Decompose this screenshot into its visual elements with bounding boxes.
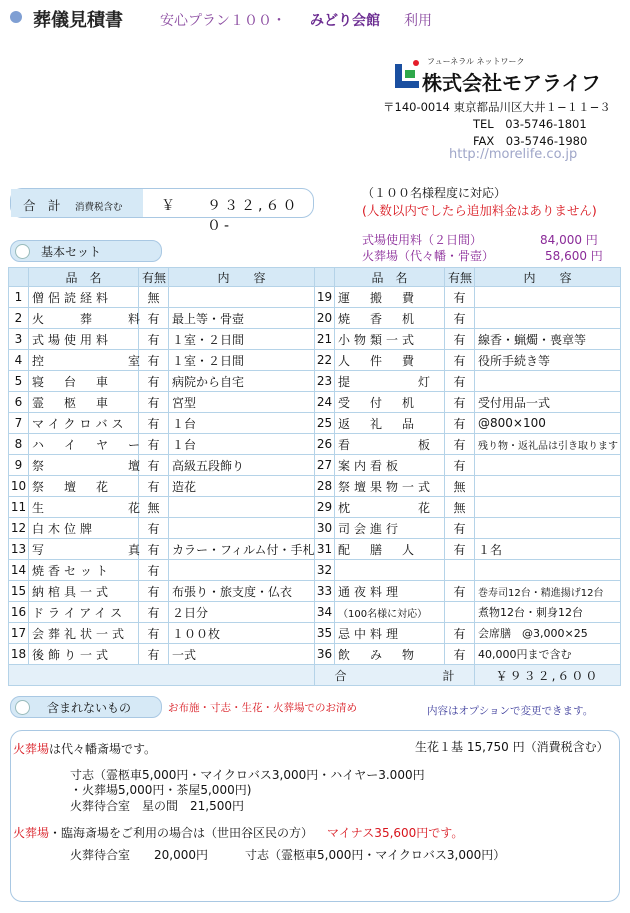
item-detail	[169, 560, 315, 581]
item-name	[335, 560, 445, 581]
item-availability: 無	[445, 497, 475, 518]
item-availability: 有	[139, 308, 169, 329]
item-name: 写 真	[29, 539, 139, 560]
item-number: 19	[315, 287, 335, 308]
table-row	[9, 350, 621, 371]
hall-fee-value: 84,000 円	[540, 233, 598, 247]
item-number: 32	[315, 560, 335, 581]
item-availability: 有	[445, 455, 475, 476]
item-detail: 残り物・返礼品は引き取ります	[475, 434, 621, 455]
item-detail	[475, 518, 621, 539]
use-label: 利用	[404, 13, 432, 29]
item-availability: 有	[445, 434, 475, 455]
item-availability: 無	[445, 476, 475, 497]
item-detail: 病院から自宅	[169, 371, 315, 392]
table-row	[9, 287, 621, 308]
item-number: 23	[315, 371, 335, 392]
total-row-blank	[9, 665, 315, 686]
item-name: 霊 柩 車	[29, 392, 139, 413]
item-detail: １台	[169, 434, 315, 455]
item-availability: 有	[139, 350, 169, 371]
table-row	[9, 518, 621, 539]
item-availability: 有	[445, 371, 475, 392]
header-blank	[315, 268, 335, 287]
item-detail	[475, 287, 621, 308]
gratuity-line-2: ・火葬場5,000円・茶屋5,000円)	[70, 783, 252, 797]
no-extra-charge-note: (人数以内でしたら追加料金はありません)	[362, 203, 597, 218]
company-fax: FAX 03-5746-1980	[473, 134, 588, 148]
company-url[interactable]: http://morelife.co.jp	[449, 147, 578, 162]
rinkai-waiting-room: 火葬待合室 20,000円	[70, 848, 208, 862]
item-availability: 有	[445, 350, 475, 371]
item-number: 28	[315, 476, 335, 497]
item-availability: 有	[445, 308, 475, 329]
item-name: 祭 壇 花	[29, 476, 139, 497]
item-name: 配 膳 人	[335, 539, 445, 560]
crematorium-text: は代々幡斎場です。	[49, 742, 157, 756]
rinkai-discount: マイナス35,600円です。	[327, 826, 464, 840]
header-item-name: 品 名	[29, 268, 139, 287]
table-header-row	[9, 268, 621, 287]
table-total-value: ￥９３２,６００	[475, 665, 621, 686]
item-number: 29	[315, 497, 335, 518]
header-availability: 有無	[139, 268, 169, 287]
item-detail: 会席膳 @3,000×25	[475, 623, 621, 644]
item-availability: 有	[139, 434, 169, 455]
item-name: 返 礼 品	[335, 413, 445, 434]
item-name: 司会進行	[335, 518, 445, 539]
item-detail	[169, 518, 315, 539]
rinkai-gratuity: 寸志（霊柩車5,000円・マイクロバス3,000円）	[245, 848, 506, 862]
basic-set-label: 基本セット	[41, 245, 102, 259]
item-detail: 巻寿司12台・精進揚げ12台	[475, 581, 621, 602]
item-detail: 布張り・旅支度・仏衣	[169, 581, 315, 602]
item-availability: 有	[139, 644, 169, 665]
item-detail	[475, 308, 621, 329]
table-row	[9, 455, 621, 476]
item-number: 16	[9, 602, 29, 623]
table-row	[9, 476, 621, 497]
header-availability: 有無	[445, 268, 475, 287]
item-detail	[475, 476, 621, 497]
item-detail: 高級五段飾り	[169, 455, 315, 476]
item-name: 提 灯	[335, 371, 445, 392]
item-availability: 有	[445, 581, 475, 602]
item-availability: 有	[139, 539, 169, 560]
item-availability: 有	[445, 518, 475, 539]
company-name: 株式会社モアライフ	[422, 71, 601, 95]
item-number: 1	[9, 287, 29, 308]
item-availability: 有	[139, 602, 169, 623]
item-number: 4	[9, 350, 29, 371]
tax-included-label: 消費税含む	[75, 202, 123, 213]
item-detail: 最上等・骨壺	[169, 308, 315, 329]
item-name: 式場使用料	[29, 329, 139, 350]
item-availability: 有	[139, 560, 169, 581]
rinkai-line	[13, 824, 463, 841]
item-detail: １００枚	[169, 623, 315, 644]
item-number: 14	[9, 560, 29, 581]
item-name: 生 花	[29, 497, 139, 518]
header-blank	[9, 268, 29, 287]
item-number: 11	[9, 497, 29, 518]
item-availability: 有	[445, 623, 475, 644]
table-total-row	[9, 665, 621, 686]
waiting-room-line: 火葬待合室 星の間 21,500円	[70, 799, 244, 813]
excluded-items-note: お布施・寸志・生花・火葬場でのお清め	[168, 702, 357, 714]
item-number: 3	[9, 329, 29, 350]
item-number: 10	[9, 476, 29, 497]
item-name: 運 搬 費	[335, 287, 445, 308]
header-detail: 内 容	[475, 268, 621, 287]
item-name: ドライアイス	[29, 602, 139, 623]
item-availability: 有	[445, 413, 475, 434]
option-change-note: 内容はオプションで変更できます。	[427, 705, 594, 717]
item-availability: 有	[139, 518, 169, 539]
item-detail: 役所手続き等	[475, 350, 621, 371]
table-row	[9, 497, 621, 518]
item-name: 小物類一式	[335, 329, 445, 350]
company-logo-icon	[394, 60, 420, 90]
company-logo-subtitle: フューネラル ネットワーク	[427, 57, 525, 66]
item-detail: ２日分	[169, 602, 315, 623]
item-name: 通夜料理	[335, 581, 445, 602]
item-detail: 一式	[169, 644, 315, 665]
plan-name: 安心プラン１００・	[160, 13, 286, 29]
item-detail: １台	[169, 413, 315, 434]
item-detail	[475, 560, 621, 581]
item-name: 祭 壇	[29, 455, 139, 476]
page-title: 葬儀見積書	[33, 10, 123, 31]
table-row	[9, 413, 621, 434]
flower-price: 生花１基 15,750 円（消費税含む）	[415, 740, 609, 754]
grand-total-label-cell	[11, 189, 143, 217]
item-number: 33	[315, 581, 335, 602]
table-row	[9, 602, 621, 623]
item-detail: １名	[475, 539, 621, 560]
item-detail	[475, 455, 621, 476]
table-row	[9, 371, 621, 392]
item-availability: 無	[139, 287, 169, 308]
company-contact	[383, 99, 611, 150]
table-row	[9, 581, 621, 602]
item-name: 会葬礼状一式	[29, 623, 139, 644]
item-number: 20	[315, 308, 335, 329]
item-name: （100名様に対応）	[335, 602, 445, 623]
item-availability: 有	[139, 329, 169, 350]
excluded-label: 含まれないもの	[47, 701, 132, 715]
item-detail	[475, 497, 621, 518]
item-availability: 有	[445, 392, 475, 413]
header-item-name: 品 名	[335, 268, 445, 287]
item-detail: カラー・フィルム付・手札	[169, 539, 315, 560]
item-detail: 宮型	[169, 392, 315, 413]
item-number: 31	[315, 539, 335, 560]
item-availability: 有	[139, 413, 169, 434]
item-name: 寝 台 車	[29, 371, 139, 392]
item-number: 21	[315, 329, 335, 350]
item-number: 36	[315, 644, 335, 665]
item-detail: @800×100	[475, 413, 621, 434]
item-name: 飲 み 物	[335, 644, 445, 665]
item-detail: 造花	[169, 476, 315, 497]
item-number: 5	[9, 371, 29, 392]
item-name: 人 件 費	[335, 350, 445, 371]
item-name: 白木位牌	[29, 518, 139, 539]
item-name: マイクロバス	[29, 413, 139, 434]
crematorium-label: 火葬場	[13, 742, 50, 756]
item-name: 焼 香 机	[335, 308, 445, 329]
capacity-note: （１００名様程度に対応）	[362, 186, 507, 200]
table-row	[9, 623, 621, 644]
item-name: 僧侶読経料	[29, 287, 139, 308]
item-number: 13	[9, 539, 29, 560]
item-name: 案内看板	[335, 455, 445, 476]
title-bullet-icon	[10, 11, 22, 23]
item-detail: 40,000円まで含む	[475, 644, 621, 665]
item-name: 忌中料理	[335, 623, 445, 644]
item-number: 12	[9, 518, 29, 539]
item-detail: １室・２日間	[169, 350, 315, 371]
table-row	[9, 434, 621, 455]
rinkai-text: ・臨海斎場をご利用の場合は（世田谷区民の方）	[49, 826, 314, 840]
item-number: 30	[315, 518, 335, 539]
item-availability	[445, 560, 475, 581]
hall-fee-label: 式場使用料（２日間）	[362, 233, 483, 247]
table-row	[9, 539, 621, 560]
item-number: 2	[9, 308, 29, 329]
item-number: 18	[9, 644, 29, 665]
grand-total-value: ９３２,６００-	[207, 198, 300, 234]
table-row	[9, 644, 621, 665]
item-detail: １室・２日間	[169, 329, 315, 350]
item-detail	[169, 287, 315, 308]
item-number: 15	[9, 581, 29, 602]
item-detail	[169, 497, 315, 518]
grand-total-label: 合 計	[23, 198, 61, 213]
item-number: 8	[9, 434, 29, 455]
item-number: 27	[315, 455, 335, 476]
company-address: 〒140-0014 東京都品川区大井１−１１−３	[383, 100, 611, 114]
item-detail: 受付用品一式	[475, 392, 621, 413]
item-number: 24	[315, 392, 335, 413]
table-row	[9, 329, 621, 350]
venue-name: みどり会館	[310, 13, 380, 29]
item-availability: 有	[139, 581, 169, 602]
item-number: 25	[315, 413, 335, 434]
company-tel: TEL 03-5746-1801	[473, 117, 587, 131]
item-number: 9	[9, 455, 29, 476]
item-availability	[445, 602, 475, 623]
item-availability: 有	[139, 392, 169, 413]
item-availability: 有	[445, 539, 475, 560]
basic-set-header	[10, 240, 162, 262]
item-number: 17	[9, 623, 29, 644]
basic-set-circle-icon	[15, 244, 30, 259]
item-number: 6	[9, 392, 29, 413]
item-name: ハ イ ヤ ー	[29, 434, 139, 455]
item-name: 祭壇果物一式	[335, 476, 445, 497]
table-row	[9, 308, 621, 329]
item-number: 34	[315, 602, 335, 623]
item-availability: 有	[139, 455, 169, 476]
item-name: 枕 花	[335, 497, 445, 518]
item-availability: 有	[445, 287, 475, 308]
crematorium-fee-value: 58,600 円	[545, 249, 603, 263]
grand-total-yen: ￥	[161, 198, 178, 214]
item-number: 7	[9, 413, 29, 434]
item-name: 火 葬 料	[29, 308, 139, 329]
item-name: 後飾り一式	[29, 644, 139, 665]
item-availability: 有	[139, 371, 169, 392]
item-detail	[475, 371, 621, 392]
grand-total-box	[10, 188, 314, 234]
item-availability: 有	[139, 623, 169, 644]
item-number: 26	[315, 434, 335, 455]
gratuity-line-1: 寸志（霊柩車5,000円・マイクロバス3,000円・ハイヤー3.000円	[70, 768, 425, 782]
item-availability: 有	[139, 476, 169, 497]
item-availability: 無	[139, 497, 169, 518]
excluded-header	[10, 696, 162, 718]
item-name: 焼香セット	[29, 560, 139, 581]
item-availability: 有	[445, 644, 475, 665]
item-name: 受 付 机	[335, 392, 445, 413]
item-name: 控 室	[29, 350, 139, 371]
estimate-table	[8, 267, 621, 686]
item-name: 納棺具一式	[29, 581, 139, 602]
item-name: 看 板	[335, 434, 445, 455]
table-row	[9, 560, 621, 581]
header-detail: 内 容	[169, 268, 315, 287]
item-detail: 煮物12台・刺身12台	[475, 602, 621, 623]
item-availability: 有	[445, 329, 475, 350]
rinkai-label: 火葬場	[13, 826, 50, 840]
crematorium-fee-label: 火葬場（代々幡・骨壺）	[362, 249, 495, 263]
table-total-label: 合 計	[315, 665, 475, 686]
item-number: 35	[315, 623, 335, 644]
item-detail: 線香・蝋燭・喪章等	[475, 329, 621, 350]
excluded-circle-icon	[15, 700, 30, 715]
crematorium-line	[13, 740, 156, 757]
table-row	[9, 392, 621, 413]
item-number: 22	[315, 350, 335, 371]
